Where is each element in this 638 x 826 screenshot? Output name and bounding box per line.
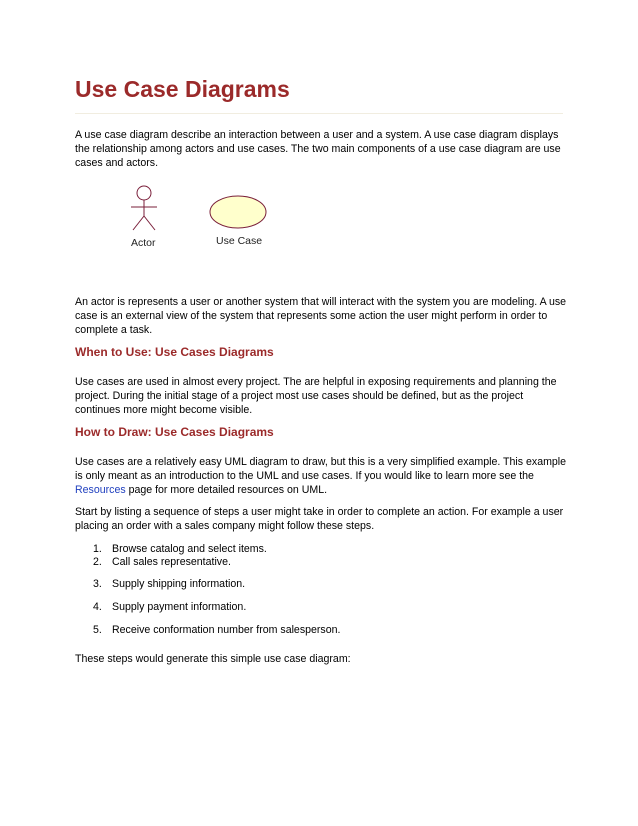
resources-link[interactable]: Resources [75,484,126,496]
closing-paragraph: These steps would generate this simple use case diagram: [75,653,351,665]
actor-usecase-diagram [110,183,300,255]
page-title: Use Case Diagrams [75,76,290,102]
how-paragraph [75,455,570,497]
when-paragraph: Use cases are used in almost every project. The are helpful in exposing requirements and planning the project. During the initial stage of a project most use cases should be defined, but as the project continues more might become visible. [75,376,557,416]
actor-label: Actor [131,237,156,249]
usecase-ellipse [210,196,266,228]
usecase-label: Use Case [216,235,263,247]
step-text: Supply payment information. [112,601,247,613]
step-number: 4. [93,601,102,613]
when-heading: When to Use: Use Cases Diagrams [75,345,274,359]
step-number: 5. [93,624,102,636]
step-number: 1. [93,543,102,555]
how-text-before: Use cases are a relatively easy UML diagram to draw, but this is a very simplified example. This example is only meant as an introduction to the UML and use cases. If you would like to learn more see the [75,456,567,482]
step-number: 3. [93,578,102,590]
step-text: Receive conformation number from salesperson. [112,624,341,636]
step-text: Supply shipping information. [112,578,246,590]
steps-intro: Start by listing a sequence of steps a user might take in order to complete an action. For example a user placing an order with a sales company might follow these steps. [75,506,564,532]
intro-paragraph: A use case diagram describe an interaction between a user and a system. A use case diagram displays the relationship among actors and use cases. The two main components of a use case diagram are use cases and actors. [75,129,561,169]
how-heading: How to Draw: Use Cases Diagrams [75,425,274,439]
title-divider [75,113,563,114]
step-number: 2. [93,556,102,568]
step-text: Browse catalog and select items. [112,543,267,555]
actor-description: An actor is represents a user or another system that will interact with the system you are modeling. A use case is an external view of the system that represents some action the user might perform in order to complete a task. [75,296,567,336]
step-text: Call sales representative. [112,556,231,568]
how-text-after: page for more detailed resources on UML. [125,484,328,496]
actor-figure [131,186,157,230]
